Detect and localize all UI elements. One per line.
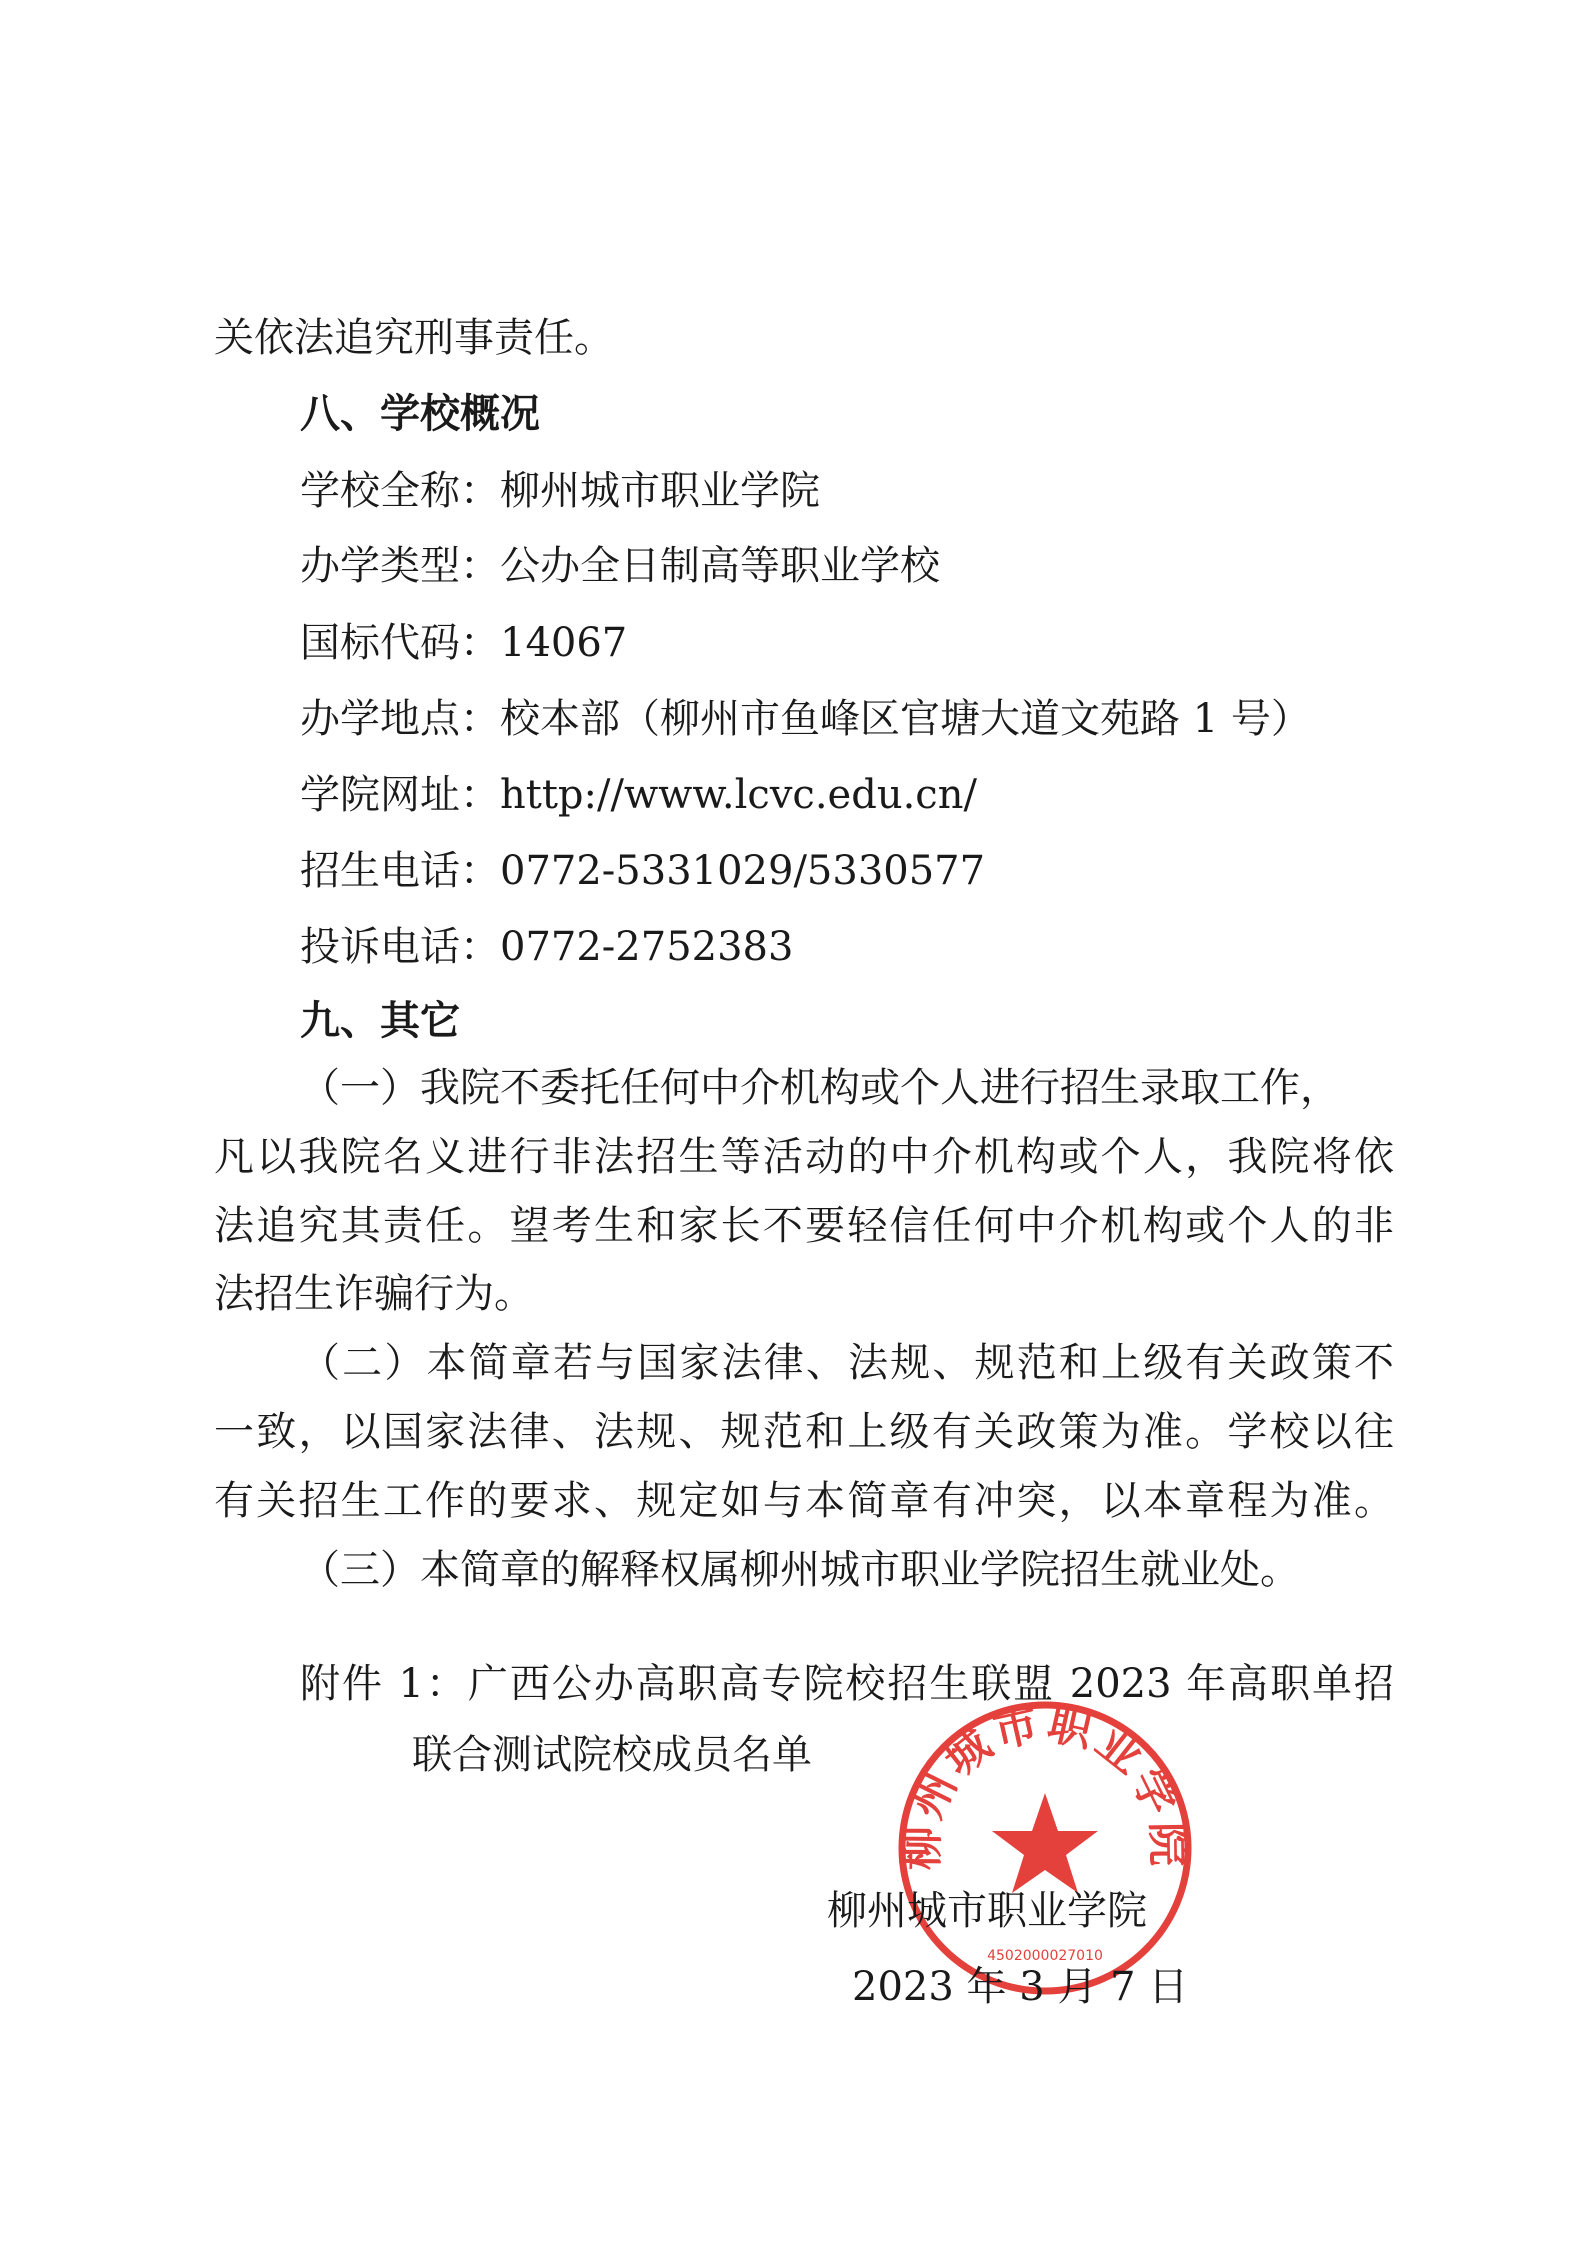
paragraph-line: （三）本简章的解释权属柳州城市职业学院招生就业处。 [300,1547,1300,1593]
section-heading: 九、其它 [300,998,460,1044]
section-heading: 八、学校概况 [300,391,540,437]
paragraph-line: （二）本简章若与国家法律、法规、规范和上级有关政策不 [300,1340,1394,1386]
enroll-phone-line: 招生电话：0772-5331029/5330577 [300,848,986,894]
paragraph-line: 凡以我院名义进行非法招生等活动的中介机构或个人，我院将依 [214,1134,1394,1180]
website-line: 学院网址：http://www.lcvc.edu.cn/ [300,772,977,818]
paragraph-line: 一致，以国家法律、法规、规范和上级有关政策为准。学校以往 [214,1409,1394,1455]
attachment-line: 附件 1：广西公办高职高专院校招生联盟 2023 年高职单招 [300,1661,1394,1707]
svg-text:4502000027010: 4502000027010 [987,1948,1103,1964]
attachment-line: 联合测试院校成员名单 [412,1732,812,1778]
school-type-line: 办学类型：公办全日制高等职业学校 [300,543,940,589]
svg-text:柳州城市职业学院: 柳州城市职业学院 [896,1698,1194,1871]
official-seal-icon [895,1698,1195,1998]
national-code-line: 国标代码：14067 [300,620,628,666]
paragraph-line: 法招生诈骗行为。 [214,1271,534,1317]
paragraph-line: 有关招生工作的要求、规定如与本简章有冲突，以本章程为准。 [214,1478,1394,1524]
signature-date: 2023 年 3 月 7 日 [852,1964,1189,2010]
text-line: 关依法追究刑事责任。 [214,315,614,361]
school-name-line: 学校全称：柳州城市职业学院 [300,468,820,514]
paragraph-line: 法追究其责任。望考生和家长不要轻信任何中介机构或个人的非 [214,1203,1394,1249]
paragraph-line: （一）我院不委托任何中介机构或个人进行招生录取工作， [300,1065,1340,1111]
complaint-phone-line: 投诉电话：0772-2752383 [300,924,794,970]
signature-organization: 柳州城市职业学院 [827,1888,1147,1934]
address-line: 办学地点：校本部（柳州市鱼峰区官塘大道文苑路 1 号） [300,696,1311,742]
